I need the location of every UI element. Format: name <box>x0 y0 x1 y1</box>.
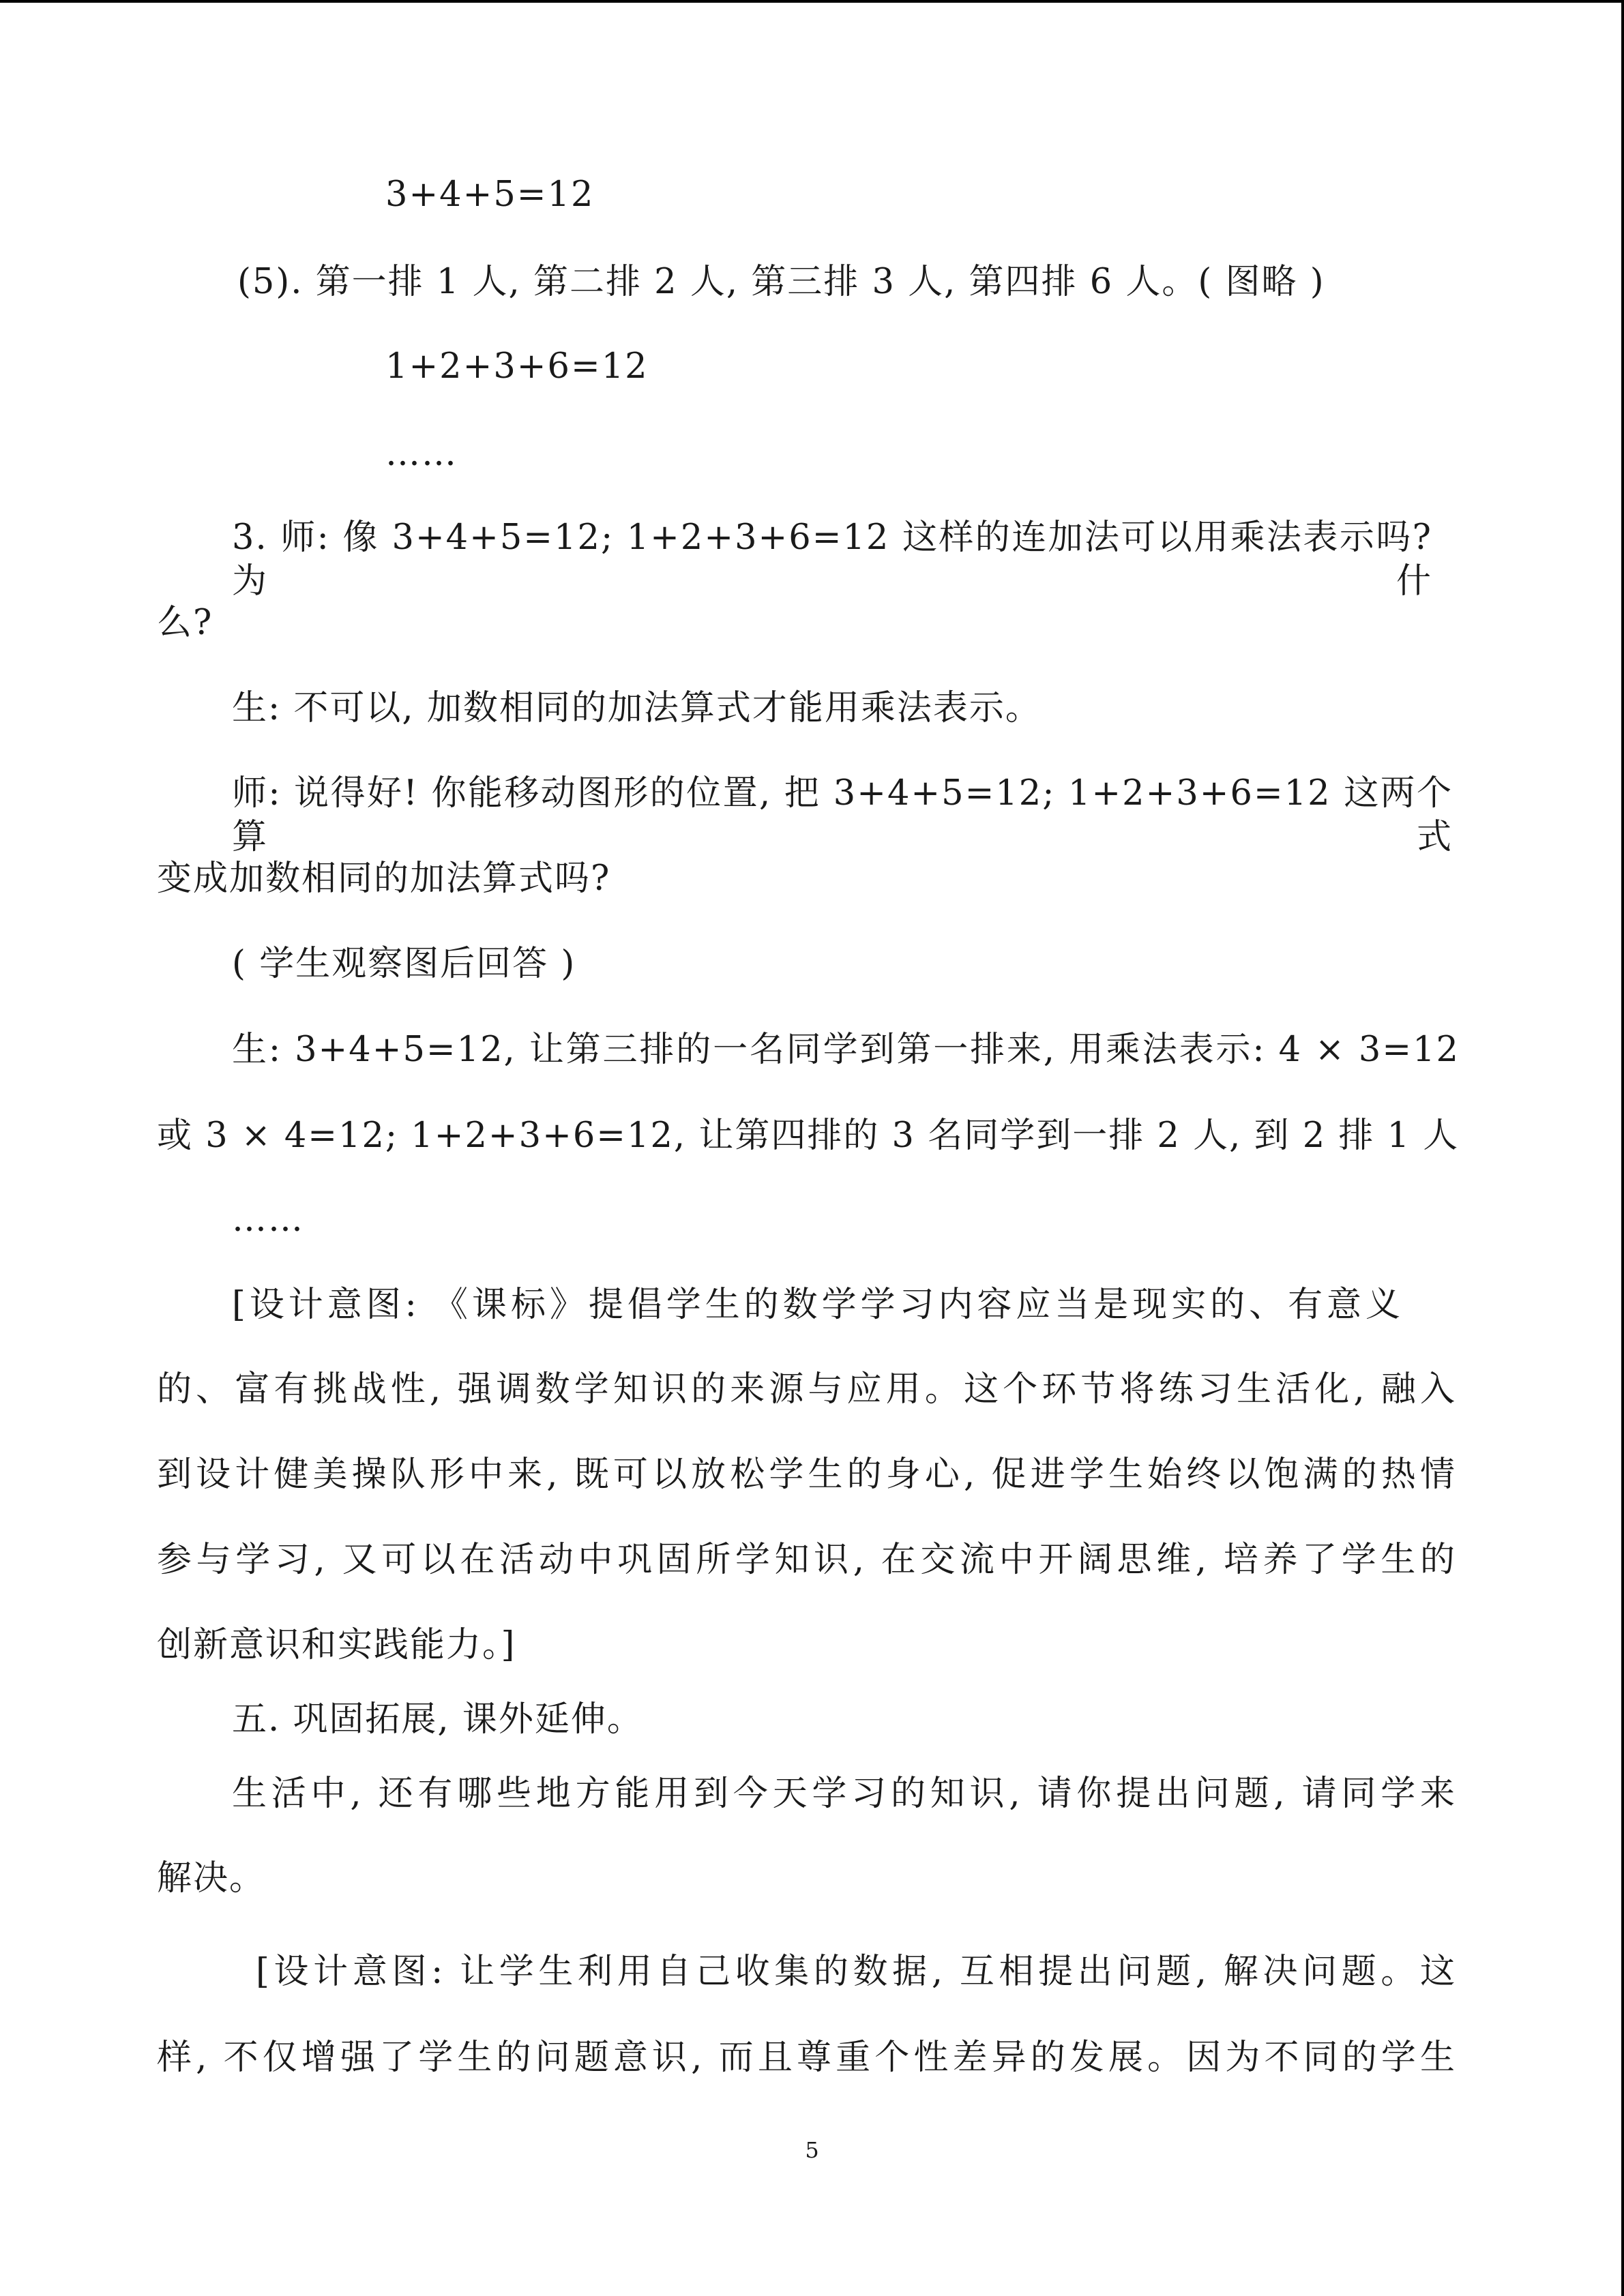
design-intent-line: 参与学习, 又可以在活动中巩固所学知识, 在交流中开阔思维, 培养了学生的 <box>157 1540 1456 1580</box>
page-border-top <box>0 0 1624 3</box>
design-intent-line: 的、富有挑战性, 强调数学知识的来源与应用。这个环节将练习生活化, 融入 <box>157 1369 1456 1410</box>
paragraph-line: 3. 师: 像 3+4+5=12; 1+2+3+6=12 这样的连加法可以用乘法表示吗? 为什 <box>232 518 1432 601</box>
design-intent-line: 样, 不仅增强了学生的问题意识, 而且尊重个性差异的发展。因为不同的学生 <box>157 2038 1456 2078</box>
page-number: 5 <box>805 2137 819 2163</box>
design-intent-line: [设计意图: 让学生利用自己收集的数据, 互相提出问题, 解决问题。这 <box>256 1952 1456 1992</box>
ellipsis: …… <box>232 1199 304 1240</box>
paragraph-line: 或 3 × 4=12; 1+2+3+6=12, 让第四排的 3 名同学到一排 2 人, 到 2 排 1 人 <box>157 1116 1460 1156</box>
design-intent-line: 创新意识和实践能力。] <box>157 1625 516 1665</box>
paragraph-line: 师: 说得好! 你能移动图形的位置, 把 3+4+5=12; 1+2+3+6=12 这两个算式 <box>232 773 1453 857</box>
design-intent-line: 到设计健美操队形中来, 既可以放松学生的身心, 促进学生始终以饱满的热情 <box>157 1455 1456 1495</box>
paragraph-line: ( 学生观察图后回答 ) <box>232 944 576 984</box>
design-intent-line: [设计意图: 《课标》提倡学生的数学学习内容应当是现实的、有意义 <box>232 1285 1402 1325</box>
item-5-line: (5). 第一排 1 人, 第二排 2 人, 第三排 3 人, 第四排 6 人。( 图略 ) <box>237 262 1325 302</box>
ellipsis: …… <box>385 434 458 474</box>
equation-line: 3+4+5=12 <box>385 175 595 215</box>
paragraph-line: 么? <box>157 603 213 643</box>
paragraph-line: 解决。 <box>157 1858 266 1898</box>
page-border-right <box>1621 0 1624 2296</box>
section-heading: 五. 巩固拓展, 课外延伸。 <box>232 1699 643 1740</box>
equation-line: 1+2+3+6=12 <box>385 346 649 387</box>
paragraph-line: 变成加数相同的加法算式吗? <box>157 859 611 899</box>
paragraph-line: 生活中, 还有哪些地方能用到今天学习的知识, 请你提出问题, 请同学来 <box>232 1774 1456 1814</box>
paragraph-line: 生: 3+4+5=12, 让第三排的一名同学到第一排来, 用乘法表示: 4 × 3=12 <box>232 1030 1460 1070</box>
paragraph-line: 生: 不可以, 加数相同的加法算式才能用乘法表示。 <box>232 688 1042 728</box>
